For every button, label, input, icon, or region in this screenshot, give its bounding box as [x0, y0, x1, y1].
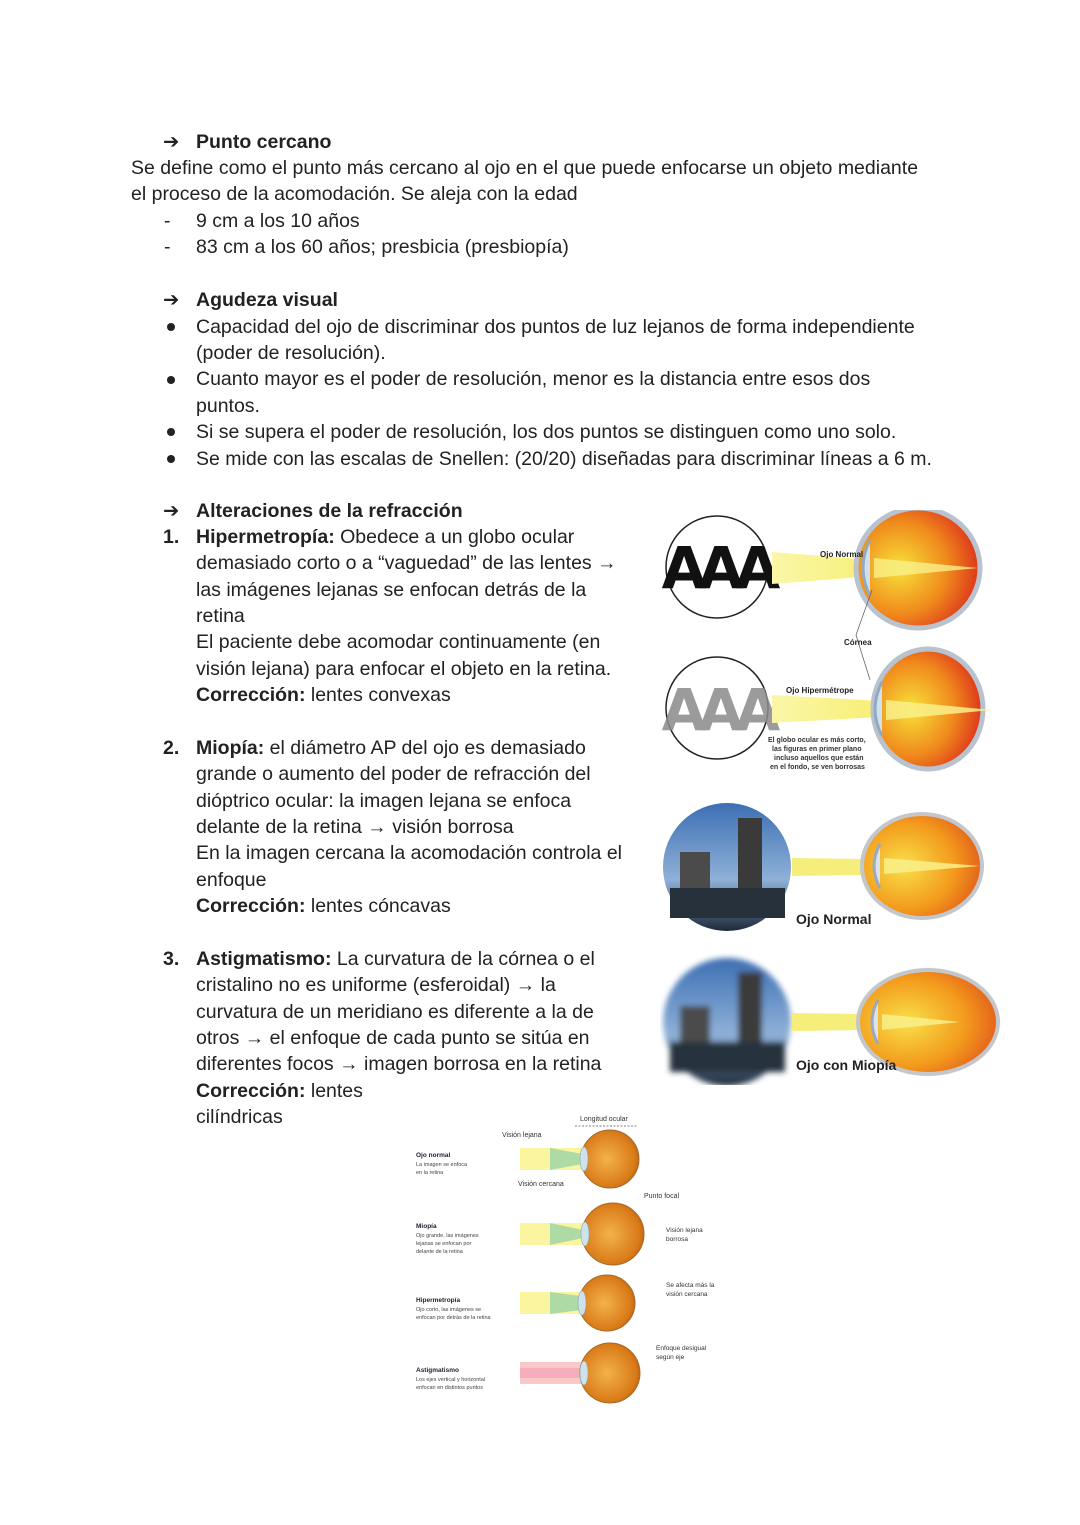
vision-lejana-borrosa-1: Visión lejana: [666, 1227, 703, 1234]
dash-bullet: -: [164, 236, 171, 258]
list-number: 3.: [163, 948, 180, 970]
miopia-desc1: Ojo grande, las imágenes: [416, 1233, 479, 1239]
afecta-vision-cercana-2: visión cercana: [666, 1291, 708, 1298]
agudeza-b2-line2: puntos.: [196, 395, 260, 417]
punto-cercano-heading: Punto cercano: [196, 131, 332, 153]
punto-cercano-def-line1: Se define como el punto más cercano al ojo en el que puede enfocarse un objeto mediante: [131, 157, 919, 179]
bullet-dot: [167, 323, 175, 331]
list-number: 2.: [163, 737, 180, 759]
hiper-line1: Hipermetropía: Obedece a un globo ocular: [196, 526, 575, 548]
punto-cercano-item-2: 83 cm a los 60 años; presbicia (presbiopía): [196, 236, 569, 258]
astigmatismo-title: Astigmatismo: [416, 1367, 459, 1374]
astigmatismo-desc2: enfocan en distintos puntos: [416, 1385, 483, 1391]
enfoque-desigual-1: Enfoque desigual: [656, 1345, 707, 1352]
hipermetropia-desc1: Ojo corto, las imágenes se: [416, 1307, 482, 1313]
punto-cercano-def-line2: el proceso de la acomodación. Se aleja con la edad: [131, 183, 578, 205]
caption-line4: en el fondo, se ven borrosas: [770, 764, 865, 771]
ojo-normal-label-2: Ojo Normal: [796, 911, 872, 927]
ast-correccion: Corrección: lentes: [196, 1080, 363, 1102]
agudeza-b3: Si se supera el poder de resolución, los dos puntos se distinguen como uno solo.: [196, 421, 897, 443]
mio-line4: delante de la retina → visión borrosa: [196, 816, 514, 838]
ast-line1: Astigmatismo: La curvatura de la córnea o el: [196, 948, 595, 970]
vision-lejana-borrosa-2: borrosa: [666, 1236, 689, 1243]
caption-line2: las figuras en primer plano: [772, 746, 862, 753]
ast-line4: otros → el enfoque de cada punto se sitúa en: [196, 1027, 590, 1049]
mio-line5: En la imagen cercana la acomodación controla el: [196, 842, 623, 864]
miopia-desc2: lejanas se enfocan por: [416, 1241, 472, 1247]
hipermetropia-title: Hipermetropía: [416, 1297, 461, 1304]
bullet-dot: [167, 455, 175, 463]
agudeza-b1-line2: (poder de resolución).: [196, 342, 386, 364]
alteraciones-heading: Alteraciones de la refracción: [196, 500, 463, 522]
hiper-line6: visión lejana) para enfocar el objeto en la retina.: [196, 658, 612, 680]
astigmatismo-desc1: Los ejes vertical y horizontal: [416, 1377, 486, 1383]
mio-correccion: Corrección: lentes cóncavas: [196, 895, 451, 917]
ojo-miopia-label: Ojo con Miopía: [796, 1057, 897, 1073]
vision-lejana-label: Visión lejana: [502, 1132, 542, 1139]
miopia-desc3: delante de la retina: [416, 1249, 463, 1255]
agudeza-heading: Agudeza visual: [196, 289, 338, 311]
ojo-normal-desc1: La imagen se enfoca: [416, 1162, 468, 1168]
cornea-label: Córnea: [844, 638, 872, 647]
ojo-normal-desc2: en la retina: [416, 1170, 444, 1176]
agudeza-b2-line1: Cuanto mayor es el poder de resolución, menor es la distancia entre esos dos: [196, 368, 871, 390]
bullet-dot: [167, 428, 175, 436]
afecta-vision-cercana-1: Se afecta más la: [666, 1282, 715, 1289]
arrow-bullet-icon: ➔: [163, 500, 180, 522]
punto-focal-label: Punto focal: [644, 1193, 680, 1200]
enfoque-desigual-2: según eje: [656, 1354, 685, 1361]
ojo-normal-label: Ojo Normal: [820, 550, 864, 559]
agudeza-b4: Se mide con las escalas de Snellen: (20/20) diseñadas para discriminar líneas a 6 m.: [196, 448, 932, 470]
ast-line7: cilíndricas: [196, 1106, 283, 1128]
mio-line2: grande o aumento del poder de refracción del: [196, 763, 591, 785]
hipermetropia-desc2: enfocan por detrás de la retina: [416, 1315, 491, 1321]
agudeza-b1-line1: Capacidad del ojo de discriminar dos puntos de luz lejanos de forma independiente: [196, 316, 915, 338]
hiper-line5: El paciente debe acomodar continuamente (en: [196, 631, 601, 653]
arrow-bullet-icon: ➔: [163, 289, 180, 311]
vision-cercana-label: Visión cercana: [518, 1181, 564, 1188]
aaa-chart-blurred: AAA: [661, 676, 773, 744]
ast-line2: cristalino no es uniforme (esferoidal) → la: [196, 974, 556, 996]
longitud-ocular-label: Longitud ocular: [580, 1116, 628, 1123]
mio-line1: Miopía: el diámetro AP del ojo es demasiado: [196, 737, 586, 759]
miopia-title: Miopía: [416, 1223, 437, 1230]
aaa-chart: AAA: [661, 534, 773, 602]
arrow-bullet-icon: ➔: [163, 131, 180, 153]
ojo-hipermetrope-label: Ojo Hipermétrope: [786, 686, 854, 695]
caption-line1: El globo ocular es más corto,: [768, 737, 866, 744]
hiper-correccion: Corrección: lentes convexas: [196, 684, 451, 706]
hipermetropia-diagram: [660, 510, 1005, 780]
dash-bullet: -: [164, 210, 171, 232]
caption-line3: incluso aquellos que están: [774, 755, 864, 762]
mio-line6: enfoque: [196, 869, 267, 891]
hiper-line4: retina: [196, 605, 245, 627]
ojo-normal-title: Ojo normal: [416, 1152, 451, 1159]
punto-cercano-item-1: 9 cm a los 10 años: [196, 210, 360, 232]
list-number: 1.: [163, 526, 180, 548]
ast-line5: diferentes focos → imagen borrosa en la retina: [196, 1053, 602, 1075]
ast-line3: curvatura de un meridiano es diferente a la de: [196, 1001, 594, 1023]
hiper-line2: demasiado corto o a “vaguedad” de las lentes →: [196, 552, 617, 574]
hiper-line3: las imágenes lejanas se enfocan detrás de la: [196, 579, 587, 601]
bullet-dot: [167, 376, 175, 384]
miopia-diagram: [660, 800, 1005, 1085]
refraction-comparison-diagram: [410, 1110, 730, 1410]
mio-line3: dióptrico ocular: la imagen lejana se enfoca: [196, 790, 572, 812]
